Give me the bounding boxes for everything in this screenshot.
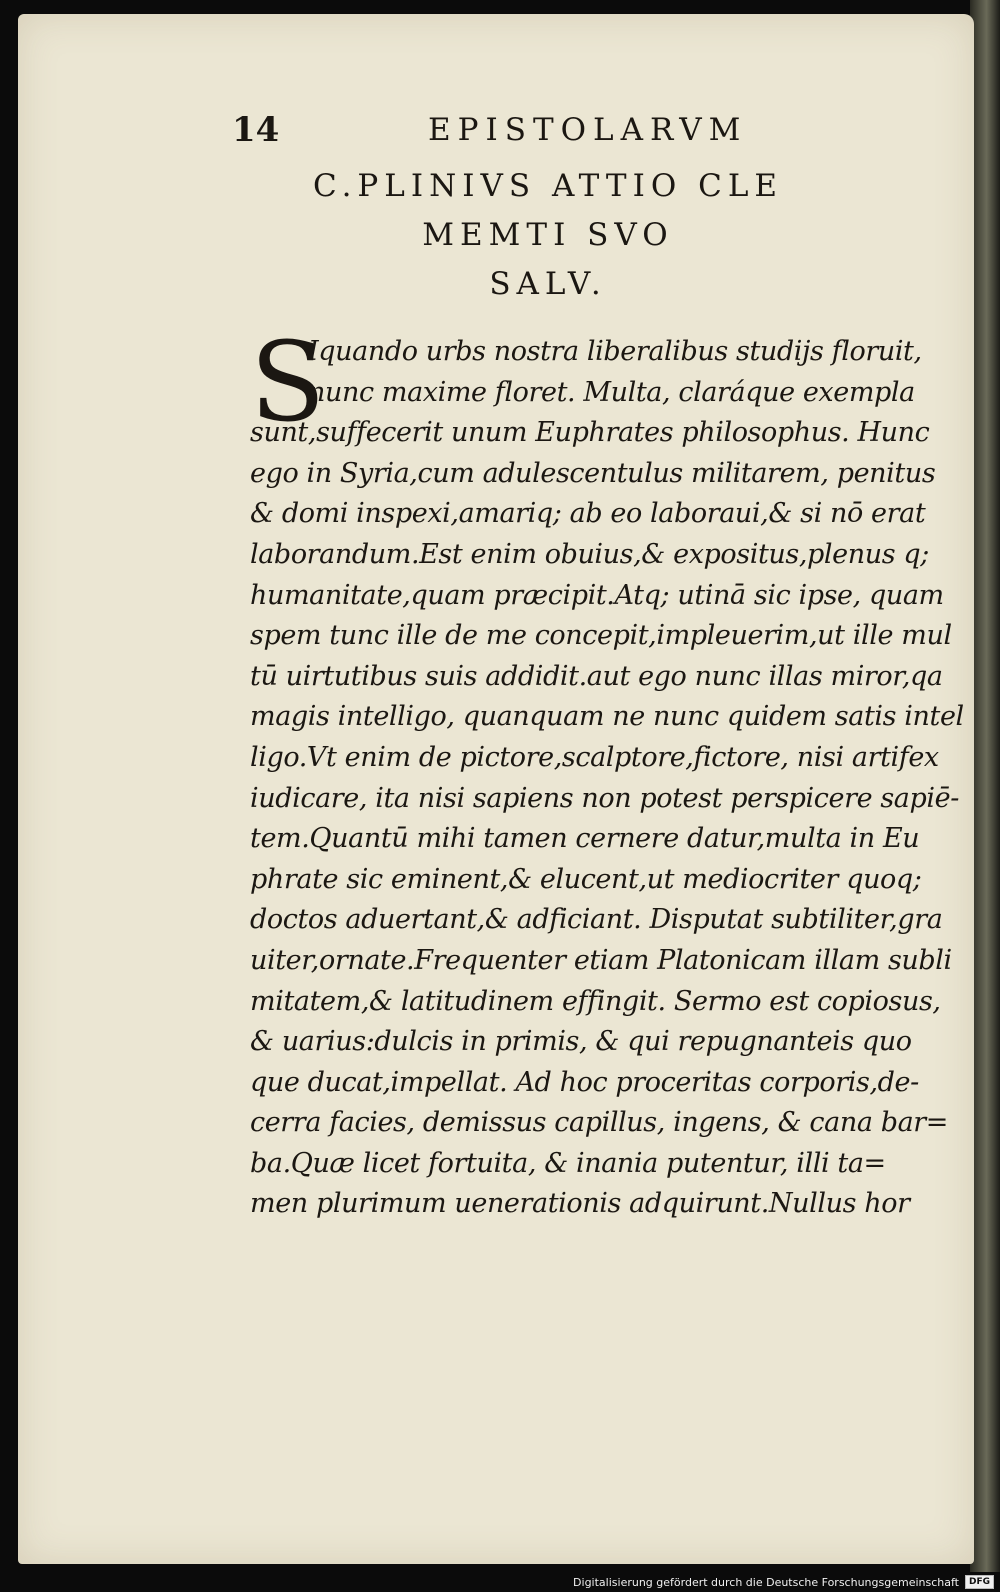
text-line: cerra facies, demissus capillus, ingens, & cana bar=	[250, 1107, 949, 1139]
text-line: magis intelligo, quanquam ne nunc quidem satis intel	[250, 701, 964, 733]
book-page	[18, 14, 974, 1564]
text-line: phrate sic eminent,& elucent,ut mediocriter quoq;	[250, 863, 922, 895]
letter-salutation	[308, 162, 788, 309]
text-line: tem.Quantū mihi tamen cernere datur,multa in Eu	[250, 823, 920, 855]
page-number: 14	[232, 110, 280, 150]
running-title: EPISTOLARVM	[428, 112, 748, 148]
text-line: men plurimum uenerationis adquirunt.Nullus hor	[250, 1188, 910, 1220]
digitization-footer	[573, 1574, 994, 1590]
drop-cap: S	[250, 318, 326, 446]
salutation-line-1: C.PLINIVS ATTIO CLE	[312, 168, 784, 204]
text-line: ligo.Vt enim de pictore,scalptore,fictore, nisi artifex	[250, 741, 939, 773]
book-edge	[970, 0, 1000, 1572]
salutation-line-3: SALV.	[489, 266, 607, 302]
text-line: laborandum.Est enim obuius,& expositus,plenus q;	[250, 538, 929, 570]
text-line: tū uirtutibus suis addidit.aut ego nunc illas miror,qa	[250, 660, 943, 692]
letter-body	[250, 318, 964, 1225]
text-line: ba.Quæ licet fortuita, & inania putentur, illi ta=	[250, 1147, 886, 1179]
salutation-line-2: MEMTI SVO	[422, 217, 674, 253]
text-line: que ducat,impellat. Ad hoc proceritas corporis,de-	[250, 1066, 919, 1098]
text-line: sunt,suffecerit unum Euphrates philosophus. Hunc	[250, 417, 930, 449]
text-line: Iquando urbs nostra liberalibus studijs floruit,	[308, 336, 922, 367]
dfg-logo-icon: DFG	[965, 1575, 994, 1589]
text-line: spem tunc ille de me concepit,impleuerim,ut ille mul	[250, 620, 952, 652]
text-line: mitatem,& latitudinem effingit. Sermo est copiosus,	[250, 985, 941, 1017]
text-line: uiter,ornate.Frequenter etiam Platonicam illam subli	[250, 944, 952, 976]
funding-credit: Digitalisierung gefördert durch die Deutsche Forschungsgemeinschaft	[573, 1575, 959, 1589]
text-line: nunc maxime floret. Multa, claráque exempla	[308, 376, 915, 408]
text-line: humanitate,quam præcipit.Atq; utinā sic ipse, quam	[250, 579, 944, 611]
text-line: & uarius:dulcis in primis, & qui repugnanteis quo	[250, 1026, 912, 1058]
running-head	[18, 110, 974, 170]
text-line: iudicare, ita nisi sapiens non potest perspicere sapiē-	[250, 782, 959, 814]
text-line: ego in Syria,cum adulescentulus militarem, penitus	[250, 457, 936, 489]
text-line: & domi inspexi,amariq; ab eo laboraui,& si nō erat	[250, 498, 926, 530]
text-line: doctos aduertant,& adficiant. Disputat subtiliter,gra	[250, 904, 943, 936]
